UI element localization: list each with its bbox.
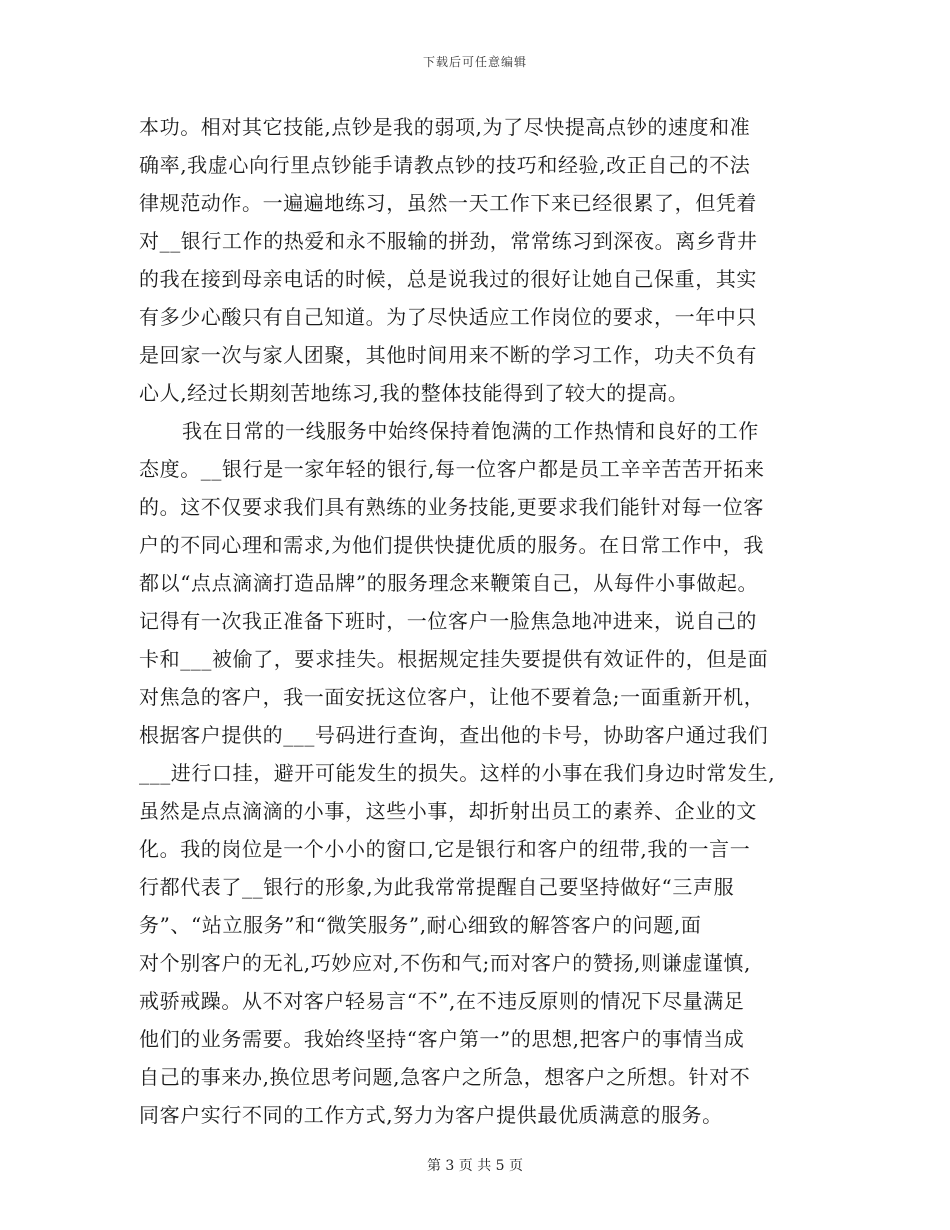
text-line: 对个别客户的无礼,巧妙应对,不伤和气;而对客户的赞扬,则谦虚谨慎, xyxy=(139,951,751,975)
text-line: 都以“点点滴滴打造品牌”的服务理念来鞭策自己，从每件小事做起。 xyxy=(139,571,759,595)
text-line: 他们的业务需要。我始终坚持“客户第一”的思想,把客户的事情当成 xyxy=(139,1027,745,1051)
text-line: ___进行口挂，避开可能发生的损失。这样的小事在我们身边时常发生, xyxy=(139,761,776,785)
text-line: 有多少心酸只有自己知道。为了尽快适应工作岗位的要求，一年中只 xyxy=(139,305,757,329)
text-line: 对__银行工作的热爱和永不服输的拼劲，常常练习到深夜。离乡背井 xyxy=(139,229,758,253)
text-line: 确率,我虚心向行里点钞能手请教点钞的技巧和经验,改正自己的不法 xyxy=(139,153,751,177)
text-line: 卡和___被偷了，要求挂失。根据规定挂失要提供有效证件的，但是面 xyxy=(139,647,769,671)
text-line: 的。这不仅要求我们具有熟练的业务技能,更要求我们能针对每一位客 xyxy=(139,495,764,519)
text-line: 本功。相对其它技能,点钞是我的弱项,为了尽快提高点钞的速度和准 xyxy=(139,115,751,139)
text-line: 自己的事来办,换位思考问题,急客户之所急，想客户之所想。针对不 xyxy=(139,1065,751,1089)
text-line: 律规范动作。一遍遍地练习，虽然一天工作下来已经很累了，但凭着 xyxy=(139,191,757,215)
text-line: 对焦急的客户，我一面安抚这位客户，让他不要着急;一面重新开机， xyxy=(139,685,765,709)
text-line: 务”、“站立服务”和“微笑服务”,耐心细致的解答客户的问题,面 xyxy=(139,913,702,937)
text-line: 是回家一次与家人团聚，其他时间用来不断的学习工作，功夫不负有 xyxy=(139,343,757,367)
text-line: 态度。__银行是一家年轻的银行,每一位客户都是员工辛辛苦苦开拓来 xyxy=(139,457,765,481)
text-line: 心人,经过长期刻苦地练习,我的整体技能得到了较大的提高。 xyxy=(139,381,689,405)
text-line: 同客户实行不同的工作方式,努力为客户提供最优质满意的服务。 xyxy=(139,1103,723,1127)
text-line: 戒骄戒躁。从不对客户轻易言“不”,在不违反原则的情况下尽量满足 xyxy=(139,989,745,1013)
text-line: 化。我的岗位是一个小小的窗口,它是银行和客户的纽带,我的一言一 xyxy=(139,837,751,861)
page-header: 下载后可任意编辑 xyxy=(422,55,527,69)
text-line: 虽然是点点滴滴的小事，这些小事，却折射出员工的素养、企业的文 xyxy=(139,799,757,823)
paragraph-first-line: 我在日常的一线服务中始终保持着饱满的工作热情和良好的工作 xyxy=(182,419,759,443)
text-line: 的我在接到母亲电话的时候，总是说我过的很好让她自己保重，其实 xyxy=(139,267,757,291)
text-line: 户的不同心理和需求,为他们提供快捷优质的服务。在日常工作中，我 xyxy=(139,533,764,557)
text-line: 行都代表了__银行的形象,为此我常常提醒自己要坚持做好“三声服 xyxy=(139,875,735,899)
text-line: 根据客户提供的___号码进行查询，查出他的卡号，协助客户通过我们 xyxy=(139,723,769,747)
page-number: 第 3 页 共 5 页 xyxy=(426,1158,524,1174)
text-line: 记得有一次我正准备下班时，一位客户一脸焦急地冲进来，说自己的 xyxy=(139,609,757,633)
